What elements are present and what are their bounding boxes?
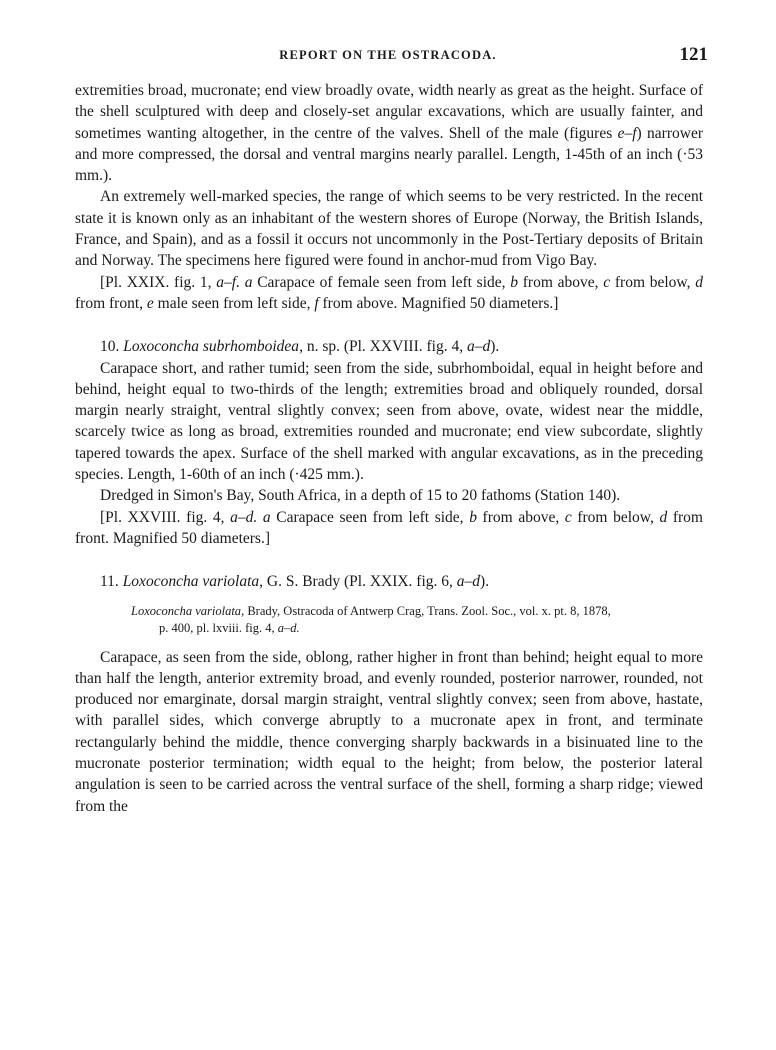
species-description: Carapace, as seen from the side, oblong, rather higher in front than behind; height equal to more than half the length, anterior extremity broad, and evenly rounded, posterior narrower, rounded, not produced nor emarginate, dorsal margin straight, ventral slightly convex; seen from above, hastate, with parallel sides, which converge abruptly to a mucronate apex in front, and terminate rectangularly behind the middle, thence converging sharply backwards in a bisinuated line to the mucronate posterior termination; width equal to the height; from below, the posterior lateral angulation is seen to be carried across the ventral surface of the shell, forming a sharp ridge; viewed from the bbox=[75, 648, 703, 815]
paragraph-range: An extremely well-marked species, the range of which seems to be very restricted. In the recent state it is known only as an inhabitant of the western shores of Europe (Norway, the British Islands, France, and Spain), and as a fossil it occurs not uncommonly in the Post-Tertiary deposits of Britain and Norway. The specimens here figured were found in anchor-mud from Vigo Bay. bbox=[75, 188, 703, 270]
species-locality: Dredged in Simon's Bay, South Africa, in a depth of 15 to 20 fathoms (Station 140). bbox=[100, 487, 621, 505]
page-number: 121 bbox=[679, 44, 708, 65]
plate-explanation: [Pl. XXVIII. fig. 4, a–d. a Carapace seen from left side, b from above, c from below, d from front. Magnified 50 diameters.] bbox=[75, 508, 703, 547]
synonymy-reference: Loxoconcha variolata, Brady, Ostracoda of Antwerp Crag, Trans. Zool. Soc., vol. x. pt. 8, 1878, p. 400, pl. lxviii. fig. 4, a–d. bbox=[131, 603, 611, 635]
page-header bbox=[0, 44, 776, 74]
species-heading: 11. Loxoconcha variolata, G. S. Brady (Pl. XXIX. fig. 6, a–d). bbox=[100, 573, 490, 591]
species-heading: 10. Loxoconcha subrhomboidea, n. sp. (Pl. XXVIII. fig. 4, a–d). bbox=[100, 338, 500, 356]
running-head: REPORT ON THE OSTRACODA. bbox=[279, 48, 497, 62]
plate-explanation: [Pl. XXIX. fig. 1, a–f. a Carapace of female seen from left side, b from above, c from below, d from front, e male seen from left side, f from above. Magnified 50 diameters.] bbox=[75, 273, 703, 312]
body-text bbox=[75, 80, 703, 817]
species-description: Carapace short, and rather tumid; seen from the side, subrhomboidal, equal in height before and behind, height equal to two-thirds of the length; extremities broad and obliquely rounded, dorsal margin nearly straight, ventral slightly convex; seen from above, ovate, widest near the middle, scarcely twice as long as broad, extremities rounded and mucronate; end view subcordate, slightly tapered towards the apex. Surface of the shell marked with angular excavations, as in the preceding species. Length, 1-60th of an inch (·425 mm.). bbox=[75, 359, 703, 484]
paragraph-shell-description: extremities broad, mucronate; end view broadly ovate, width nearly as great as the height. Surface of the shell sculptured with deep and closely-set angular excavations, which are usually fainter, and sometimes wanting altogether, in the centre of the valves. Shell of the male (figures e–f) narrower and more compressed, the dorsal and ventral margins nearly parallel. Length, 1-45th of an inch (·53 mm.). bbox=[75, 82, 703, 185]
